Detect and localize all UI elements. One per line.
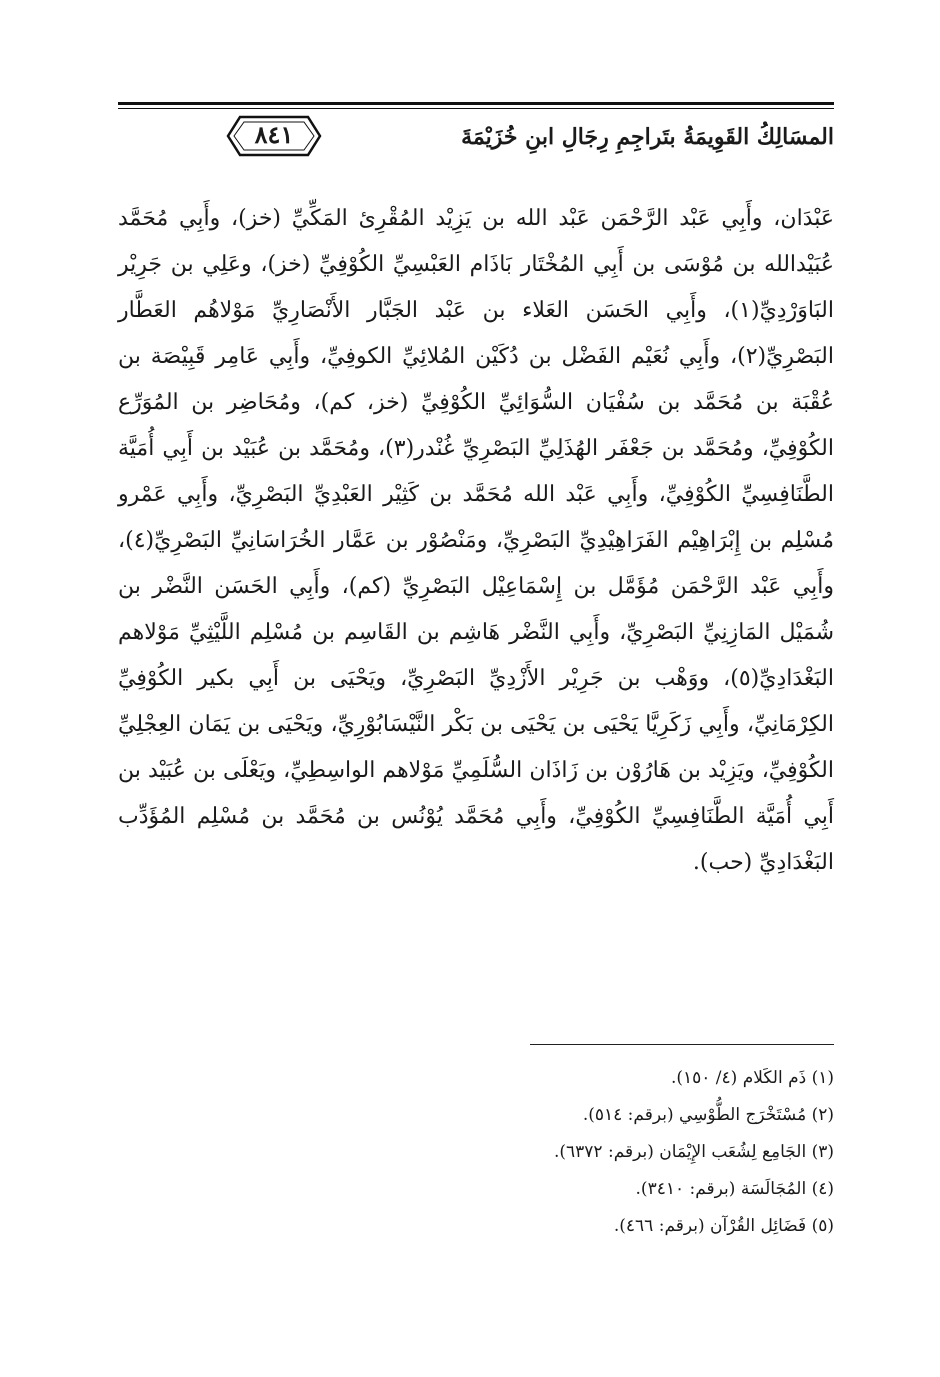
footnote-4: (٤) المُجَالَسَة (برقم: ٣٤١٠). (635, 1179, 834, 1199)
body-paragraph: عَبْدَان، وأَبِي عَبْد الرَّحْمَن عَبْد الله بن يَزِيْد المُقْرِئ المَكِّيِّ (خز)، وأَبِي مُحَمَّد عُبَيْدالله بن مُوْسَى بن أَبِي المُخْتَار بَاذَام العَبْسِيِّ الكُوْفِيِّ (خز)، وعَلِي بن جَرِيْر البَاوَرْدِيِّ(١)، وأَبِي الحَسَن العَلاء بن عَبْد الجَبَّار الأَنْصَارِيِّ مَوْلاهُم العَطَّار البَصْرِيِّ(٢)، وأَبِي نُعَيْم الفَضْل بن دُكَيْن المُلائِيِّ الكوفِيِّ، وأَبِي عَامِر قَبِيْصَة بن عُقْبَة بن مُحَمَّد بن سُفْيَان السُّوَائِيِّ الكُوْفِيِّ (خز، كم)، ومُحَاضِر بن المُوَرِّع الكُوْفِيِّ، ومُحَمَّد بن جَعْفَر الهُذَلِيِّ البَصْرِيِّ غُنْدر(٣)، ومُحَمَّد بن عُبَيْد بن أَبِي أُمَيَّة الطَّنَافِسِيِّ الكُوْفِيِّ، وأَبِي عَبْد الله مُحَمَّد بن كَثِيْر العَبْدِيِّ البَصْرِيِّ، وأَبِي عَمْرو مُسْلِم بن إِبْرَاهِيْم الفَرَاهِيْدِيِّ البَصْرِيِّ، ومَنْصُوْر بن عَمَّار الخُرَاسَانِيِّ البَصْرِيِّ(٤)، وأَبِي عَبْد الرَّحْمَن مُؤَمَّل بن إِسْمَاعِيْل البَصْرِيِّ (كم)، وأَبِي الحَسَن النَّضْر بن شُمَيْل المَازِنِيِّ البَصْرِيِّ، وأَبِي النَّضْر هَاشِم بن القَاسِم بن مُسْلِم اللَّيْثِيِّ مَوْلاهم البَغْدَادِيِّ(٥)، ووَهْب بن جَرِيْر الأَزْدِيِّ البَصْرِيِّ، ويَحْيَى بن أَبِي بكير الكُوْفِيِّ الكِرْمَانِيِّ، وأَبِي زَكَرِيَّا يَحْيَى بن يَحْيَى بن بَكْر النَّيْسَابُوْرِيِّ، ويَحْيَى بن يَمَان العِجْلِيِّ الكُوْفِيِّ، ويَزِيْد بن هَارُوْن بن زَاذَان السُّلَمِيِّ مَوْلاهم الواسِطِيِّ، ويَعْلَى بن عُبَيْد بن أَبِي أُمَيَّة الطَّنَافِسِيِّ الكُوْفِيِّ، وأَبِي مُحَمَّد يُوْنُس بن مُحَمَّد بن مُسْلِم المُؤَدِّب البَغْدَادِيِّ (حب). (118, 206, 834, 875)
header-rule-thin (118, 108, 834, 109)
footnote-2: (٢) مُسْتَخْرَج الطُّوْسِي (برقم: ٥١٤). (582, 1105, 834, 1125)
footnote-separator (530, 1044, 834, 1045)
footnotes-list (118, 1060, 834, 1245)
footnote-3: (٣) الجَامِع لِشُعَب الإِيْمَان (برقم: ٦٣٧٢). (553, 1142, 834, 1162)
page-header (118, 96, 834, 166)
page-number-badge (226, 114, 322, 158)
footnote-1: (١) ذَم الكَلام (٤/ ١٥٠). (670, 1068, 834, 1088)
footnote-5: (٥) فَضَائِل القُرْآن (برقم: ٤٦٦). (613, 1216, 834, 1236)
header-rule (118, 102, 834, 105)
page-number: ٨٤١ (254, 120, 294, 149)
running-title: المسَالِكُ القَوِيمَةُ بتَراجِمِ رِجَالِ ابنِ خُزَيْمَةَ (461, 124, 834, 150)
